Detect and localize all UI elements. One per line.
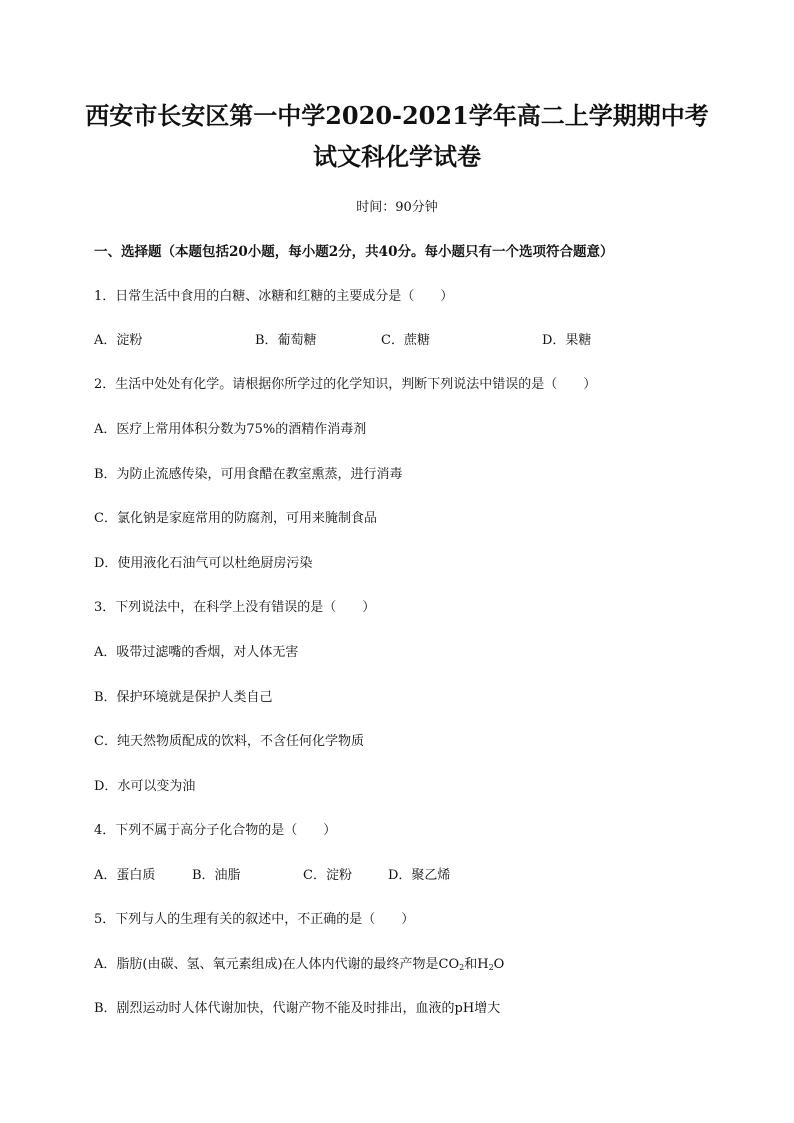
exam-title-line2: 试文科化学试卷	[313, 142, 481, 171]
question-1-option-c: C．蔗糖	[381, 333, 430, 348]
h2o-subscript: 2	[488, 963, 494, 972]
question-1-option-a: A．淀粉	[94, 333, 143, 348]
section-heading: 一、选择题（本题包括20小题，每小题2分，共40分。每小题只有一个选项符合题意）	[94, 244, 614, 260]
question-2-option-c: C．氯化钠是家庭常用的防腐剂，可用来腌制食品	[94, 511, 377, 526]
question-1-option-d: D．果糖	[542, 333, 592, 348]
question-1-stem: 1．日常生活中食用的白糖、冰糖和红糖的主要成分是（ ）	[94, 289, 454, 304]
question-2-option-a: A．医疗上常用体积分数为75%的酒精作消毒剂	[94, 422, 367, 437]
question-5-option-a-mid: 和H	[464, 957, 489, 972]
question-2-option-d: D．使用液化石油气可以杜绝厨房污染	[94, 556, 313, 571]
question-1-option-b: B．葡萄糖	[255, 333, 317, 348]
question-2-stem: 2．生活中处处有化学。请根据你所学过的化学知识，判断下列说法中错误的是（ ）	[94, 377, 597, 392]
exam-title-line1: 西安市长安区第一中学2020-2021学年高二上学期期中考	[85, 101, 709, 130]
question-5-stem: 5．下列与人的生理有关的叙述中，不正确的是（ ）	[94, 912, 415, 927]
question-4-option-a: A．蛋白质	[94, 868, 156, 883]
question-3-option-c: C．纯天然物质配成的饮料，不含任何化学物质	[94, 734, 364, 749]
question-4-stem: 4．下列不属于高分子化合物的是（ ）	[94, 823, 337, 838]
question-5-option-a-suffix: O	[493, 957, 505, 972]
question-5-option-a	[94, 955, 504, 978]
question-5-option-a-prefix: A．脂肪(由碳、氢、氧元素组成)在人体内代谢的最终产物是CO	[94, 957, 460, 972]
question-4-option-d: D．聚乙烯	[388, 868, 451, 883]
question-3-stem: 3．下列说法中，在科学上没有错误的是（ ）	[94, 600, 376, 615]
exam-time: 时间：90分钟	[356, 200, 438, 215]
question-3-option-a: A．吸带过滤嘴的香烟，对人体无害	[94, 645, 299, 660]
question-4-option-b: B．油脂	[192, 868, 241, 883]
question-5-option-b: B．剧烈运动时人体代谢加快，代谢产物不能及时排出，血液的pH增大	[94, 1001, 501, 1016]
question-2-option-b: B．为防止流感传染，可用食醋在教室熏蒸，进行消毒	[94, 467, 403, 482]
question-3-option-d: D．水可以变为油	[94, 779, 196, 794]
co2-subscript: 2	[459, 963, 465, 972]
question-4-option-c: C．淀粉	[303, 868, 352, 883]
question-3-option-b: B．保护环境就是保护人类自己	[94, 690, 273, 705]
